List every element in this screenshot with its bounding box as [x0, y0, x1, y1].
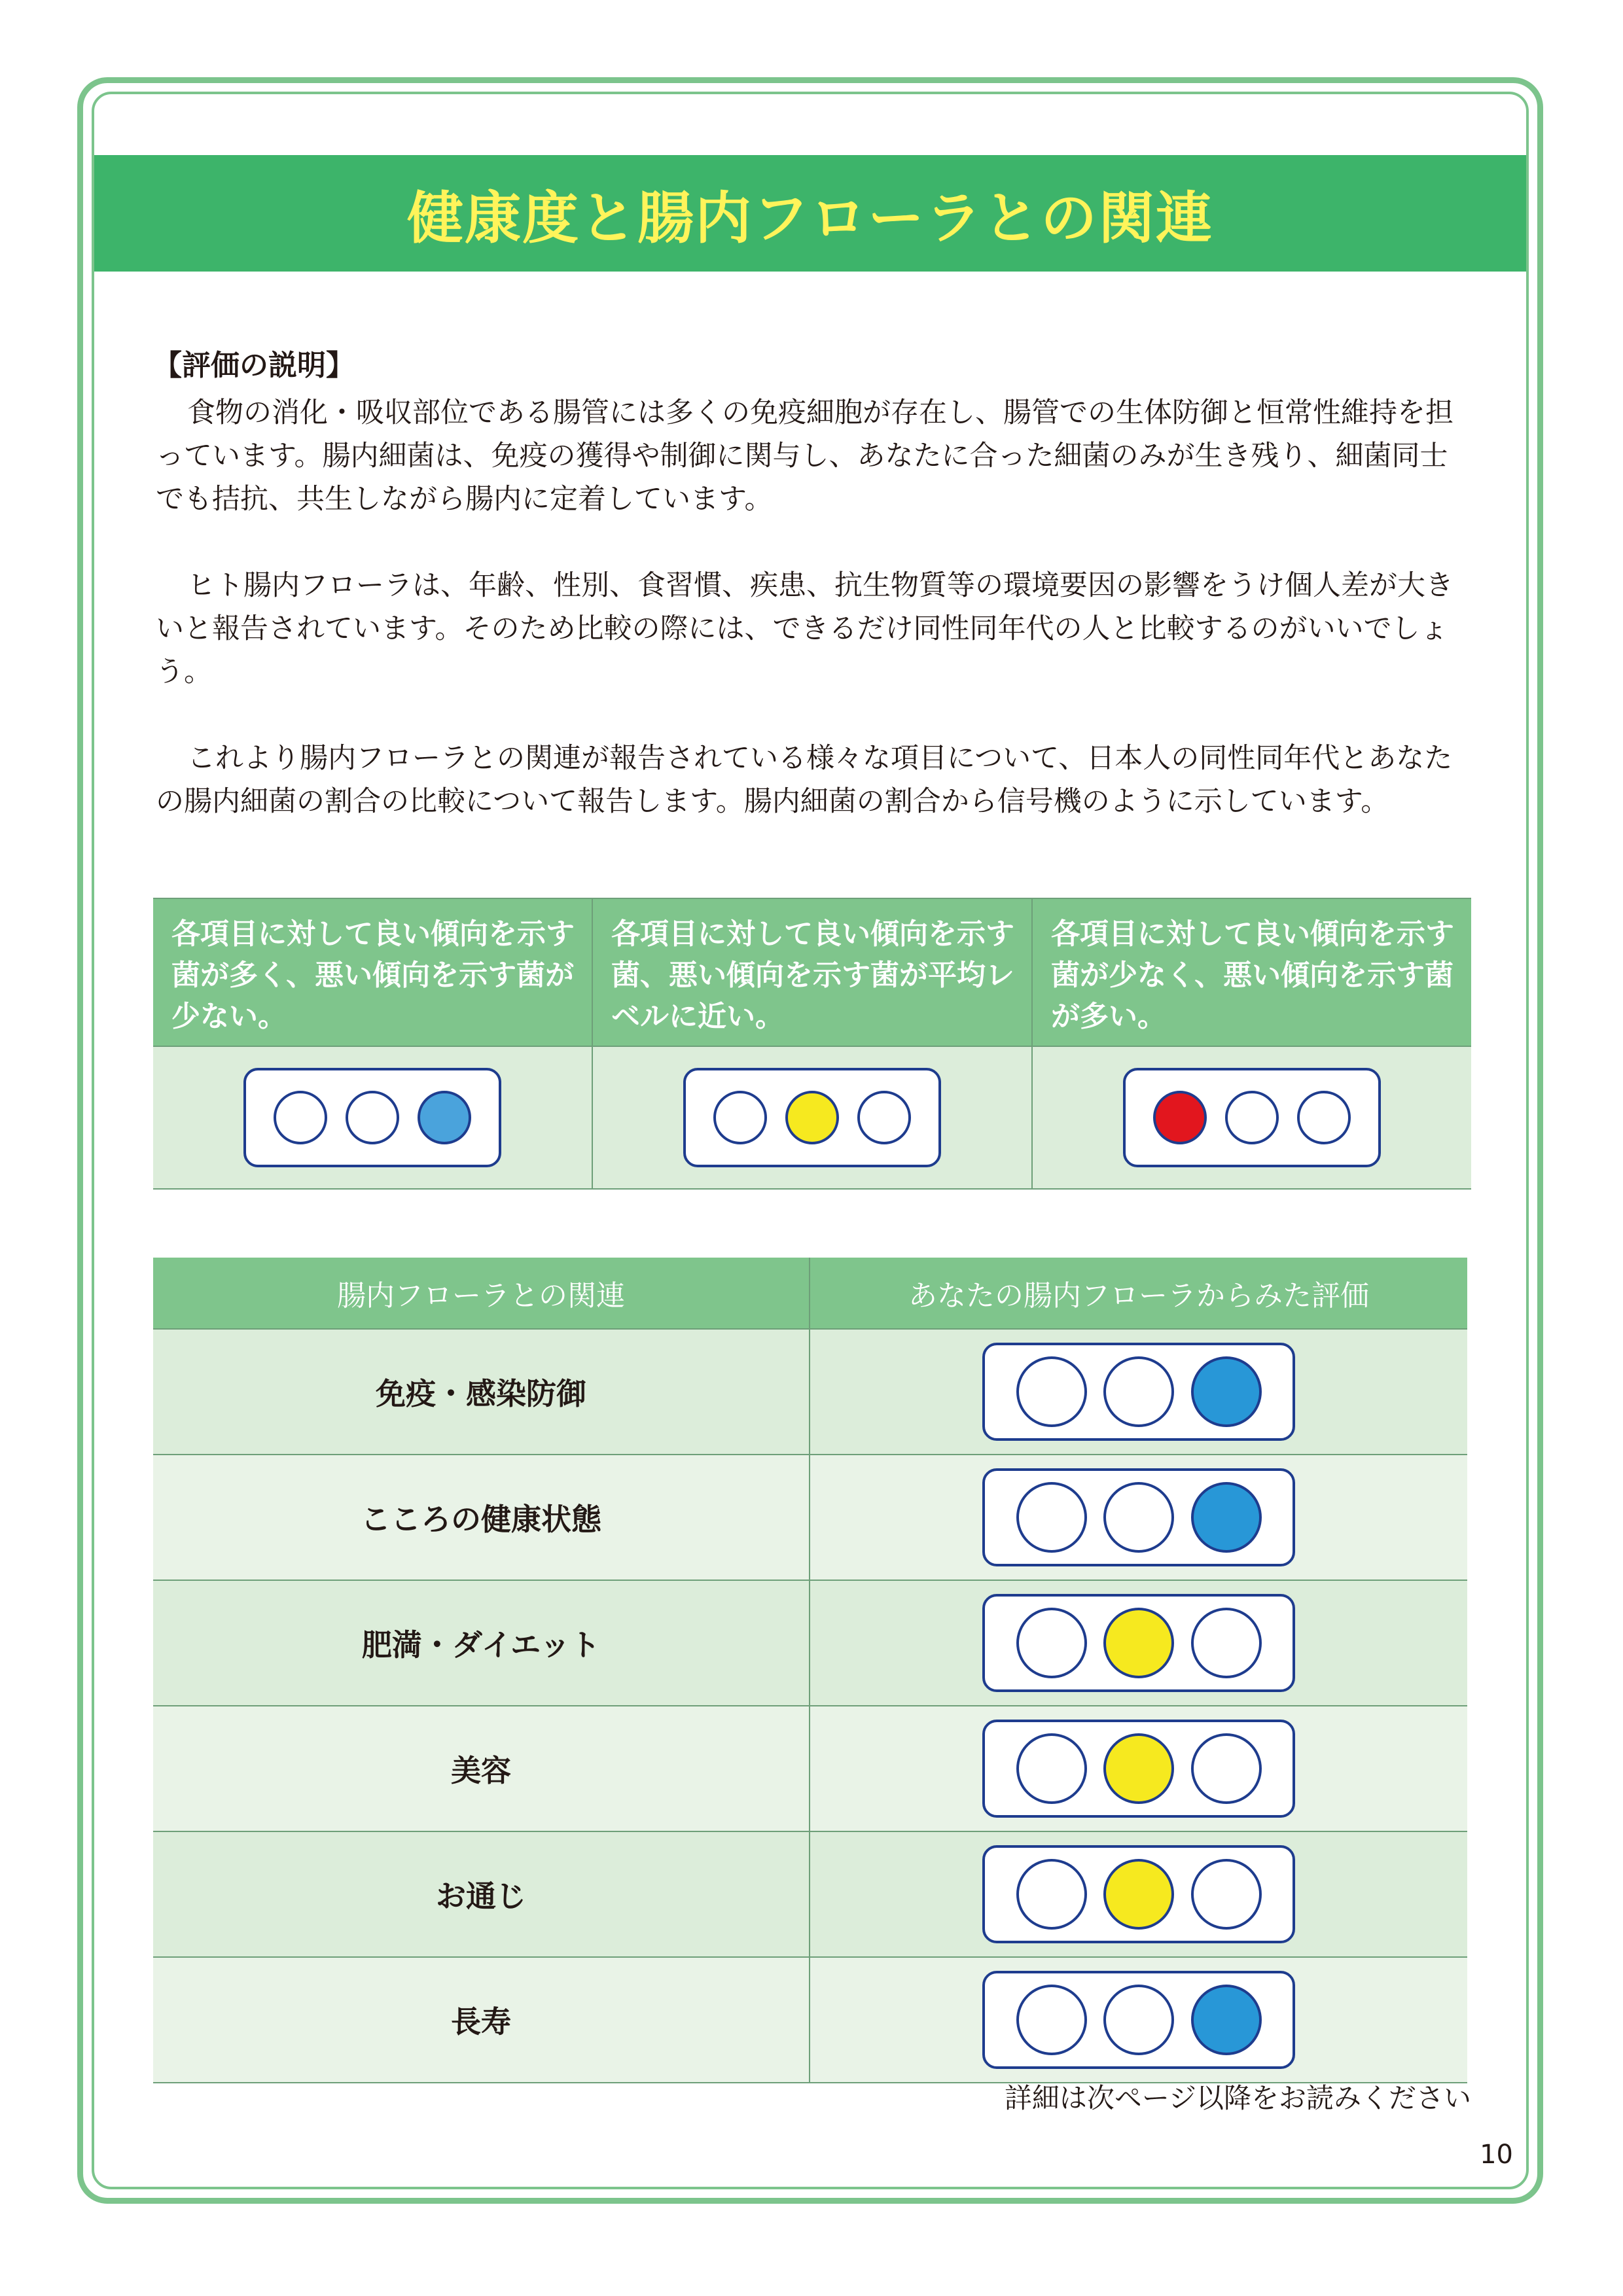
- item-label: こころの健康状態: [153, 1455, 810, 1580]
- table-row: [153, 1957, 1467, 2083]
- table-row: [153, 1329, 1467, 1455]
- signal-legend-table: [153, 898, 1471, 1190]
- paragraph: これより腸内フローラとの関連が報告されている様々な項目について、日本人の同性同年代とあなたの腸内細菌の割合の比較について報告します。腸内細菌の割合から信号機のように示しています。: [156, 742, 1453, 818]
- signal-lamp-left: [713, 1091, 767, 1144]
- title-band: [94, 155, 1526, 272]
- table-row: [153, 1455, 1467, 1580]
- signal-lamp-off: [1103, 1985, 1174, 2055]
- traffic-signal: [243, 1068, 501, 1167]
- item-label: 肥満・ダイエット: [153, 1580, 810, 1706]
- page-number: 10: [1480, 2140, 1513, 2170]
- signal-lamp-left: [274, 1091, 327, 1144]
- paragraph: ヒト腸内フローラは、年齢、性別、食習慣、疾患、抗生物質等の環境要因の影響をうけ個人差が大きいと報告されています。そのため比較の際には、できるだけ同性同年代の人と比較するのがいいでしょう。: [156, 569, 1454, 688]
- table-row: [153, 1580, 1467, 1706]
- signal-lamp-off: [1016, 1859, 1087, 1930]
- evaluation-cell: [810, 1580, 1467, 1706]
- signal-lamp-blue: [1191, 1985, 1262, 2055]
- evaluation-cell: [810, 1957, 1467, 2083]
- evaluation-cell: [810, 1329, 1467, 1455]
- item-label: お通じ: [153, 1831, 810, 1957]
- section-heading: 【評価の説明】: [153, 349, 355, 382]
- signal-lamp-yellow: [1103, 1733, 1174, 1804]
- traffic-signal: [982, 1971, 1295, 2069]
- traffic-signal: [982, 1845, 1295, 1943]
- evaluation-table: [153, 1258, 1467, 2083]
- signal-lamp-off: [1191, 1859, 1262, 1930]
- signal-lamp-blue: [1191, 1482, 1262, 1553]
- legend-description: 各項目に対して良い傾向を示す菌、悪い傾向を示す菌が平均レベルに近い。: [593, 899, 1031, 1047]
- table-header-row: [153, 1258, 1467, 1329]
- signal-lamp-right: [1297, 1091, 1351, 1144]
- signal-lamp-off: [1016, 1985, 1087, 2055]
- traffic-signal: [982, 1468, 1295, 1566]
- item-label: 長寿: [153, 1957, 810, 2083]
- signal-lamp-off: [1191, 1733, 1262, 1804]
- signal-lamp-off: [1016, 1482, 1087, 1553]
- signal-lamp-yellow: [1103, 1859, 1174, 1930]
- column-header: あなたの腸内フローラからみた評価: [810, 1258, 1467, 1329]
- signal-lamp-left-red: [1153, 1091, 1207, 1144]
- paragraph: 食物の消化・吸収部位である腸管には多くの免疫細胞が存在し、腸管での生体防御と恒常性維持を担っています。腸内細菌は、免疫の獲得や制御に関与し、あなたに合った細菌のみが生き残り、細菌同士でも拮抗、共生しながら腸内に定着しています。: [156, 397, 1454, 516]
- page-title: 健康度と腸内フローラとの関連: [407, 186, 1213, 251]
- traffic-signal: [1123, 1068, 1381, 1167]
- column-header: 腸内フローラとの関連: [153, 1258, 810, 1329]
- evaluation-cell: [810, 1455, 1467, 1580]
- legend-signal-cell: [153, 1047, 592, 1188]
- table-row: [153, 1831, 1467, 1957]
- signal-lamp-right-blue: [418, 1091, 471, 1144]
- signal-lamp-blue: [1191, 1356, 1262, 1427]
- traffic-signal: [982, 1594, 1295, 1692]
- item-label: 免疫・感染防御: [153, 1329, 810, 1455]
- legend-column: [1031, 899, 1471, 1188]
- legend-signal-cell: [1033, 1047, 1471, 1188]
- signal-lamp-off: [1103, 1482, 1174, 1553]
- item-label: 美容: [153, 1706, 810, 1831]
- signal-lamp-middle-yellow: [785, 1091, 839, 1144]
- traffic-signal: [982, 1343, 1295, 1441]
- signal-lamp-middle: [346, 1091, 399, 1144]
- table-row: [153, 1706, 1467, 1831]
- signal-lamp-off: [1016, 1733, 1087, 1804]
- footnote: 詳細は次ページ以降をお読みください: [1004, 2082, 1471, 2114]
- intro-text: [156, 391, 1471, 866]
- legend-signal-cell: [593, 1047, 1031, 1188]
- signal-lamp-yellow: [1103, 1608, 1174, 1678]
- legend-column: [592, 899, 1031, 1188]
- signal-lamp-middle: [1225, 1091, 1279, 1144]
- signal-lamp-off: [1016, 1356, 1087, 1427]
- signal-lamp-off: [1016, 1608, 1087, 1678]
- traffic-signal: [683, 1068, 941, 1167]
- signal-lamp-off: [1103, 1356, 1174, 1427]
- legend-description: 各項目に対して良い傾向を示す菌が多く、悪い傾向を示す菌が少ない。: [153, 899, 592, 1047]
- traffic-signal: [982, 1720, 1295, 1818]
- legend-column: [153, 899, 592, 1188]
- signal-lamp-right: [857, 1091, 911, 1144]
- legend-description: 各項目に対して良い傾向を示す菌が少なく、悪い傾向を示す菌が多い。: [1033, 899, 1471, 1047]
- evaluation-cell: [810, 1706, 1467, 1831]
- signal-lamp-off: [1191, 1608, 1262, 1678]
- evaluation-cell: [810, 1831, 1467, 1957]
